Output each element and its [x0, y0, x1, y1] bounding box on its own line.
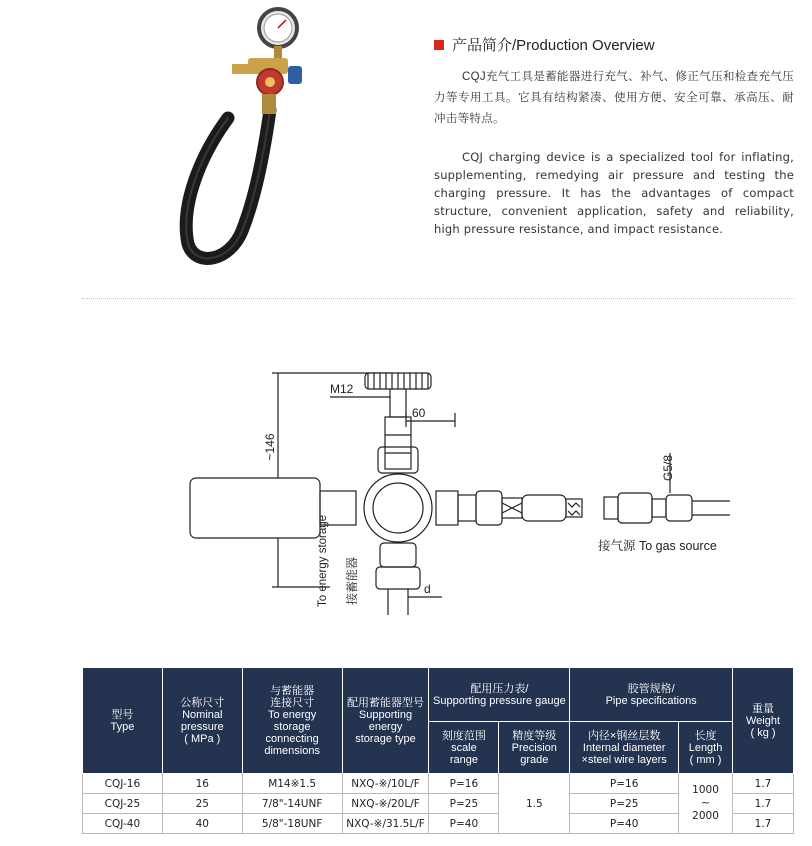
cell-scale: P=25 [429, 794, 499, 814]
cell-type: CQJ-16 [83, 774, 163, 794]
cell-connect: 7/8"-14UNF [242, 794, 342, 814]
header-scale: 刻度范围 scale range [429, 722, 499, 774]
cell-weight: 1.7 [733, 794, 794, 814]
cell-diameter: P=16 [570, 774, 679, 794]
cell-type: CQJ-25 [83, 794, 163, 814]
technical-drawing [180, 355, 740, 625]
overview-text-cn: CQJ充气工具是蓄能器进行充气、补气、修正气压和检查充气压力等专用工具。它具有结构紧凑、使用方便、安全可靠、承高压、耐冲击等特点。 [434, 71, 794, 125]
dim-d-label: d [424, 582, 431, 596]
header-support: 配用蓄能器型号 Supporting energy storage type [342, 668, 429, 774]
label-energy-en: To energy storage [317, 514, 329, 607]
cell-weight: 1.7 [733, 814, 794, 834]
overview-title-text: 产品简介/Production Overview [452, 37, 655, 54]
header-diameter: 内径×钢丝层数 Internal diameter ×steel wire layers [570, 722, 679, 774]
cell-support: NXQ-※/31.5L/F [342, 814, 429, 834]
dim-thread-label: M12 [330, 382, 354, 396]
header-pipe: 胶管规格/ Pipe specifications [570, 668, 733, 722]
header-type: 型号 Type [83, 668, 163, 774]
cell-nominal: 25 [162, 794, 242, 814]
cell-type: CQJ-40 [83, 814, 163, 834]
cell-nominal: 40 [162, 814, 242, 834]
cell-diameter: P=40 [570, 814, 679, 834]
header-nominal: 公称尺寸 Nominal pressure ( MPa ) [162, 668, 242, 774]
header-weight: 重量 Weight ( kg ) [733, 668, 794, 774]
label-gas-source: 接气源 To gas source [598, 539, 717, 553]
dim-height-label: ~146 [263, 433, 277, 461]
cell-precision: 1.5 [499, 774, 570, 834]
header-connect: 与蓄能器 连接尺寸 To energy storage connecting dimensions [242, 668, 342, 774]
cell-connect: M14※1.5 [242, 774, 342, 794]
cell-scale: P=40 [429, 814, 499, 834]
cell-diameter: P=25 [570, 794, 679, 814]
cell-length: 1000 ~ 2000 [679, 774, 733, 834]
table-row [83, 774, 794, 794]
cell-scale: P=16 [429, 774, 499, 794]
cell-connect: 5/8"-18UNF [242, 814, 342, 834]
overview-section [434, 34, 794, 238]
cell-support: NXQ-※/20L/F [342, 794, 429, 814]
cell-weight: 1.7 [733, 774, 794, 794]
label-energy-cn: 接蓄能器 [345, 556, 359, 605]
dim-pipe-label: G5/8 [661, 454, 675, 481]
header-gauge: 配用压力表/ Supporting pressure gauge [429, 668, 570, 722]
dim-width-label: 60 [412, 406, 426, 420]
spec-table [82, 667, 794, 834]
overview-title [434, 34, 794, 55]
cell-support: NXQ-※/10L/F [342, 774, 429, 794]
header-precision: 精度等级 Precision grade [499, 722, 570, 774]
overview-text-en: CQJ charging device is a specialized tool for inflating, supplementing, remedying air pressure and testing the charging pressure. It has the advantages of compact structure, convenient application, safety and reliability, high pressure resistance, and impact resistance. [434, 150, 794, 236]
product-photo [170, 6, 310, 268]
red-square-icon [434, 40, 444, 50]
cell-nominal: 16 [162, 774, 242, 794]
section-divider [82, 298, 794, 299]
header-length: 长度 Length ( mm ) [679, 722, 733, 774]
